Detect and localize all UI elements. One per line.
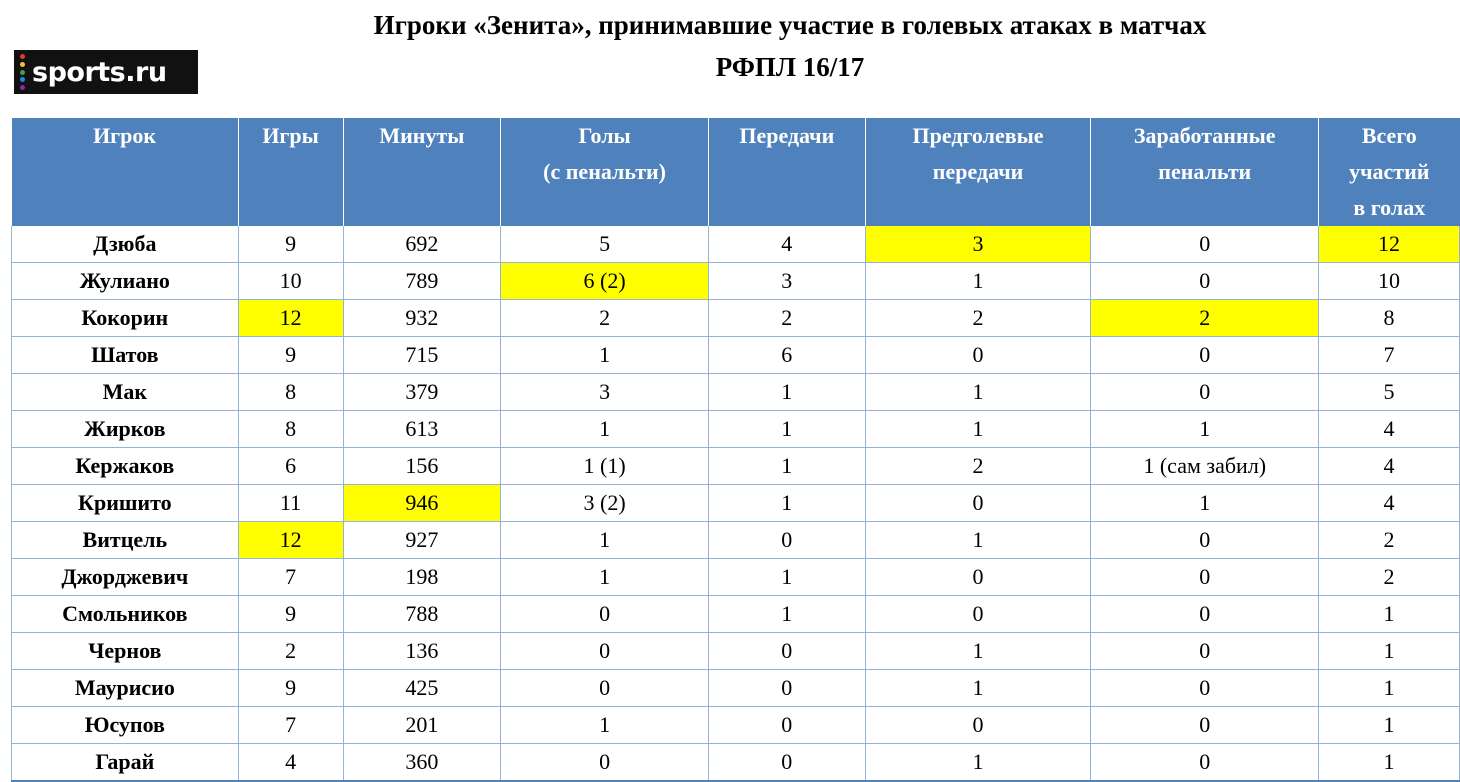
table-body — [12, 226, 1460, 781]
stat-cell: 0 — [501, 596, 709, 633]
stat-cell: 0 — [708, 670, 865, 707]
stat-cell: 360 — [343, 744, 501, 782]
stat-cell: 6 — [708, 337, 865, 374]
stat-cell: 156 — [343, 448, 501, 485]
logo-text: sports.ru — [32, 56, 167, 88]
stat-cell: 613 — [343, 411, 501, 448]
column-header-line: Всего — [1361, 123, 1417, 148]
stat-cell: 6 — [238, 448, 343, 485]
stat-cell: 1 — [708, 374, 865, 411]
stat-cell: 0 — [1091, 263, 1319, 300]
stat-cell: 1 — [865, 411, 1091, 448]
stat-cell: 1 — [1319, 633, 1460, 670]
stat-cell: 1 (1) — [501, 448, 709, 485]
stat-cell: 1 — [865, 633, 1091, 670]
table-row — [12, 670, 1460, 707]
stat-cell: 12 — [238, 522, 343, 559]
stat-cell: 4 — [1319, 485, 1460, 522]
stats-table — [11, 118, 1460, 782]
stat-cell: 2 — [708, 300, 865, 337]
column-header-line: Игры — [262, 123, 319, 148]
table-row — [12, 300, 1460, 337]
stat-cell: 12 — [1319, 226, 1460, 263]
stat-cell: 1 — [1319, 744, 1460, 782]
stat-cell: 692 — [343, 226, 501, 263]
column-header-line: в голах — [1353, 195, 1426, 220]
stat-cell: 0 — [501, 744, 709, 782]
stat-cell: 0 — [1091, 670, 1319, 707]
player-name-cell: Юсупов — [12, 707, 239, 744]
column-header-line: Минуты — [379, 123, 465, 148]
stat-cell: 927 — [343, 522, 501, 559]
stat-cell: 4 — [238, 744, 343, 782]
player-name-cell: Джорджевич — [12, 559, 239, 596]
stat-cell: 379 — [343, 374, 501, 411]
stat-cell: 5 — [501, 226, 709, 263]
stat-cell: 1 — [708, 411, 865, 448]
stat-cell: 9 — [238, 337, 343, 374]
stat-cell: 0 — [1091, 374, 1319, 411]
column-header — [865, 118, 1091, 226]
table-header-row — [12, 118, 1460, 226]
stat-cell: 1 (сам забил) — [1091, 448, 1319, 485]
stat-cell: 7 — [238, 559, 343, 596]
stat-cell: 1 — [501, 337, 709, 374]
stat-cell: 0 — [708, 707, 865, 744]
table-row — [12, 522, 1460, 559]
column-header-line: Заработанные — [1133, 123, 1276, 148]
stat-cell: 0 — [865, 485, 1091, 522]
column-header-line: (с пенальти) — [543, 159, 667, 184]
column-header-line: Голы — [578, 123, 631, 148]
table-row — [12, 337, 1460, 374]
column-header — [238, 118, 343, 226]
stat-cell: 11 — [238, 485, 343, 522]
player-name-cell: Чернов — [12, 633, 239, 670]
table-row — [12, 485, 1460, 522]
stat-cell: 1 — [501, 559, 709, 596]
stat-cell: 9 — [238, 670, 343, 707]
stat-cell: 715 — [343, 337, 501, 374]
player-name-cell: Кришито — [12, 485, 239, 522]
stat-cell: 946 — [343, 485, 501, 522]
player-name-cell: Смольников — [12, 596, 239, 633]
stat-cell: 1 — [708, 559, 865, 596]
stat-cell: 1 — [708, 485, 865, 522]
stat-cell: 12 — [238, 300, 343, 337]
stat-cell: 1 — [865, 744, 1091, 782]
stat-cell: 1 — [865, 670, 1091, 707]
page-title — [200, 4, 1380, 88]
table-row — [12, 707, 1460, 744]
stat-cell: 0 — [865, 707, 1091, 744]
stat-cell: 10 — [238, 263, 343, 300]
title-line-1: Игроки «Зенита», принимавшие участие в голевых атаках в матчах — [373, 10, 1207, 40]
stat-cell: 3 — [865, 226, 1091, 263]
column-header — [501, 118, 709, 226]
column-header-line: пенальти — [1158, 159, 1252, 184]
table-row — [12, 263, 1460, 300]
stat-cell: 3 — [501, 374, 709, 411]
stat-cell: 1 — [708, 596, 865, 633]
stat-cell: 2 — [238, 633, 343, 670]
table-row — [12, 559, 1460, 596]
column-header — [708, 118, 865, 226]
stat-cell: 2 — [501, 300, 709, 337]
table-row — [12, 374, 1460, 411]
stat-cell: 0 — [865, 596, 1091, 633]
stat-cell: 425 — [343, 670, 501, 707]
stat-cell: 1 — [501, 707, 709, 744]
stat-cell: 10 — [1319, 263, 1460, 300]
stat-cell: 8 — [1319, 300, 1460, 337]
stat-cell: 9 — [238, 226, 343, 263]
stat-cell: 1 — [1091, 411, 1319, 448]
stat-cell: 4 — [1319, 448, 1460, 485]
stat-cell: 7 — [238, 707, 343, 744]
player-name-cell: Шатов — [12, 337, 239, 374]
stat-cell: 0 — [501, 670, 709, 707]
column-header-line: Передачи — [739, 123, 835, 148]
stat-cell: 2 — [1319, 522, 1460, 559]
stat-cell: 1 — [1319, 596, 1460, 633]
stat-cell: 788 — [343, 596, 501, 633]
stat-cell: 8 — [238, 411, 343, 448]
table-row — [12, 596, 1460, 633]
stat-cell: 1 — [865, 522, 1091, 559]
stat-cell: 201 — [343, 707, 501, 744]
player-name-cell: Витцель — [12, 522, 239, 559]
stat-cell: 0 — [708, 633, 865, 670]
stat-cell: 0 — [708, 522, 865, 559]
stat-cell: 2 — [865, 448, 1091, 485]
table-row — [12, 448, 1460, 485]
column-header — [1319, 118, 1460, 226]
stat-cell: 0 — [1091, 226, 1319, 263]
player-name-cell: Жирков — [12, 411, 239, 448]
table-row — [12, 744, 1460, 782]
player-name-cell: Мак — [12, 374, 239, 411]
player-name-cell: Кокорин — [12, 300, 239, 337]
title-line-2: РФПЛ 16/17 — [715, 52, 865, 82]
stat-cell: 0 — [865, 559, 1091, 596]
stat-cell: 1 — [708, 448, 865, 485]
column-header — [12, 118, 239, 226]
stat-cell: 0 — [1091, 337, 1319, 374]
player-name-cell: Кержаков — [12, 448, 239, 485]
column-header — [1091, 118, 1319, 226]
stat-cell: 0 — [1091, 633, 1319, 670]
stat-cell: 0 — [1091, 559, 1319, 596]
stat-cell: 932 — [343, 300, 501, 337]
stat-cell: 1 — [1319, 670, 1460, 707]
stat-cell: 5 — [1319, 374, 1460, 411]
column-header-line: Игрок — [93, 123, 157, 148]
table-row — [12, 226, 1460, 263]
stat-cell: 0 — [1091, 596, 1319, 633]
stat-cell: 1 — [501, 522, 709, 559]
stat-cell: 0 — [501, 633, 709, 670]
player-name-cell: Гарай — [12, 744, 239, 782]
table-row — [12, 411, 1460, 448]
stat-cell: 3 — [708, 263, 865, 300]
stat-cell: 0 — [1091, 522, 1319, 559]
stat-cell: 2 — [865, 300, 1091, 337]
stat-cell: 2 — [1319, 559, 1460, 596]
stat-cell: 136 — [343, 633, 501, 670]
stat-cell: 1 — [1091, 485, 1319, 522]
stat-cell: 2 — [1091, 300, 1319, 337]
stat-cell: 1 — [501, 411, 709, 448]
column-header — [343, 118, 501, 226]
logo-dots-icon — [20, 54, 28, 90]
player-name-cell: Жулиано — [12, 263, 239, 300]
table-row — [12, 633, 1460, 670]
stat-cell: 9 — [238, 596, 343, 633]
stat-cell: 8 — [238, 374, 343, 411]
stat-cell: 198 — [343, 559, 501, 596]
column-header-line: Предголевые — [912, 123, 1044, 148]
stat-cell: 4 — [708, 226, 865, 263]
stat-cell: 0 — [708, 744, 865, 782]
stat-cell: 6 (2) — [501, 263, 709, 300]
stat-cell: 7 — [1319, 337, 1460, 374]
stat-cell: 0 — [1091, 744, 1319, 782]
column-header-line: участий — [1349, 159, 1430, 184]
stat-cell: 0 — [865, 337, 1091, 374]
stat-cell: 0 — [1091, 707, 1319, 744]
sports-ru-logo — [14, 50, 198, 94]
player-name-cell: Маурисио — [12, 670, 239, 707]
stat-cell: 4 — [1319, 411, 1460, 448]
stat-cell: 1 — [865, 374, 1091, 411]
stat-cell: 1 — [865, 263, 1091, 300]
player-name-cell: Дзюба — [12, 226, 239, 263]
column-header-line: передачи — [932, 159, 1024, 184]
stat-cell: 1 — [1319, 707, 1460, 744]
stat-cell: 3 (2) — [501, 485, 709, 522]
stat-cell: 789 — [343, 263, 501, 300]
